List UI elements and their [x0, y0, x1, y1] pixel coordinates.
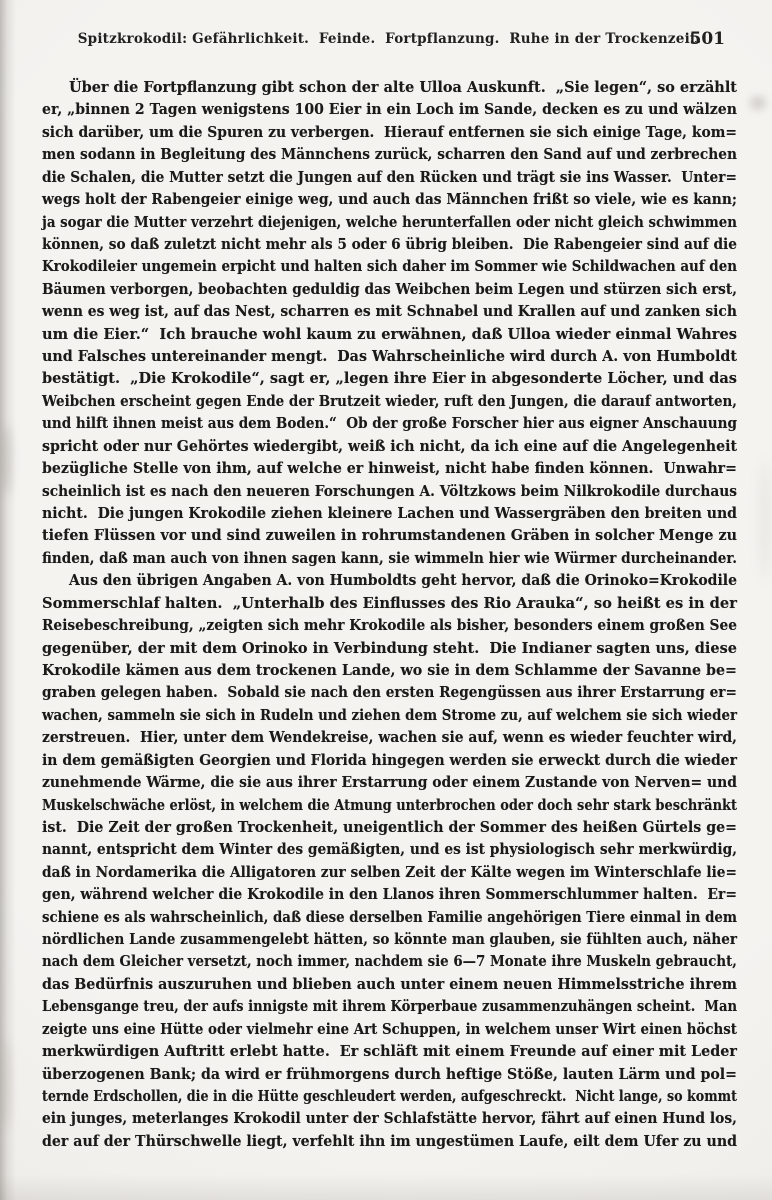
text-line: können, so daß zuletzt nicht mehr als 5 oder 6 übrig bleiben. Die Rabengeier sind auf die: [42, 234, 737, 253]
text-line: scheinlich ist es nach den neueren Forschungen A. Völtzkows beim Nilkrokodile durchaus: [42, 481, 738, 500]
text-line: ternde Erdschollen, die in die Hütte geschleudert werden, aufgeschreckt. Nicht lange, so kommt: [42, 1086, 737, 1105]
text-line: zunehmende Wärme, die sie aus ihrer Erstarrung oder einem Zustande von Nerven= und: [42, 773, 738, 792]
paragraph: [42, 569, 737, 1152]
text-line: ja sogar die Mutter verzehrt diejenigen, welche herunterfallen oder nicht gleich schwimmen: [42, 212, 738, 231]
text-line: gen, während welcher die Krokodile in den Llanos ihren Sommerschlummer halten. Er=: [42, 885, 738, 904]
text-line: merkwürdigen Auftritt erlebt hatte. Er schläft mit einem Freunde auf einer mit Leder: [42, 1042, 737, 1061]
text-line: das Bedürfnis auszuruhen und blieben auch unter einem neuen Himmelsstriche ihrem: [42, 974, 738, 993]
text-line: um die Eier.“ Ich brauche wohl kaum zu erwähnen, daß Ulloa wieder einmal Wahres: [42, 324, 737, 343]
running-header: Spitzkrokodil: Gefährlichkeit. Feinde. Fortpflanzung. Ruhe in der Trockenzeit.: [77, 31, 702, 47]
text-line: schiene es als wahrscheinlich, daß diese derselben Familie angehörigen Tiere einmal in dem: [42, 907, 738, 926]
text-line: spricht oder nur Gehörtes wiedergibt, weiß ich nicht, da ich eine auf die Angelegenheit: [42, 436, 738, 455]
text-line: bezügliche Stelle von ihm, auf welche er hinweist, nicht habe finden können. Unwahr=: [42, 459, 738, 478]
text-line: Aus den übrigen Angaben A. von Humboldts geht hervor, daß die Orinoko=Krokodile: [69, 571, 737, 590]
text-line: er, „binnen 2 Tagen wenigstens 100 Eier in ein Loch im Sande, decken es zu und wälzen: [42, 100, 737, 119]
text-line: men sodann in Begleitung des Männchens zurück, scharren den Sand auf und zerbrechen: [42, 145, 738, 164]
text-line: sich darüber, um die Spuren zu verbergen. Hierauf entfernen sie sich einige Tage, kom=: [42, 122, 738, 141]
text-line: nannt, entspricht dem Winter des gemäßigten, und es ist physiologisch sehr merkwürdig,: [42, 840, 738, 859]
scan-artifact: [761, 460, 769, 580]
text-line: ein junges, meterlanges Krokodil unter der Schlafstätte hervor, fährt auf einen Hund los,: [42, 1109, 737, 1128]
text-line: Bäumen verborgen, beobachten geduldig das Weibchen beim Legen und stürzen sich erst,: [42, 279, 737, 298]
text-line: zeigte uns eine Hütte oder vielmehr eine Art Schuppen, in welchem unser Wirt einen höchst: [42, 1019, 737, 1038]
text-line: nördlichen Lande zusammengelebt hätten, so könnte man glauben, sie fühlten auch, näher: [42, 930, 737, 949]
text-line: tiefen Flüssen vor und sind zuweilen in rohrumstandenen Gräben in solcher Menge zu: [42, 526, 737, 545]
text-line: überzogenen Bank; da wird er frühmorgens durch heftige Stöße, lauten Lärm und pol=: [42, 1064, 738, 1083]
scan-artifact: [3, 1040, 10, 1130]
text-line: nach dem Gleicher versetzt, noch immer, nachdem sie 6—7 Monate ihre Muskeln gebraucht,: [42, 952, 737, 971]
text-line: nicht. Die jungen Krokodile ziehen kleinere Lachen und Wassergräben den breiten und: [42, 504, 738, 523]
text-line: daß in Nordamerika die Alligatoren zur selben Zeit der Kälte wegen im Winterschlafe lie=: [42, 862, 737, 881]
text-line: wenn es weg ist, auf das Nest, scharren es mit Schnabel und Krallen auf und zanken sich: [42, 302, 737, 321]
text-line: die Schalen, die Mutter setzt die Jungen auf den Rücken und trägt sie ins Wasser. Unter=: [42, 167, 737, 186]
paragraph: [42, 76, 737, 569]
text-line: der auf der Thürschwelle liegt, verfehlt ihn im ungestümen Laufe, eilt dem Ufer zu und: [42, 1131, 738, 1150]
text-line: zerstreuen. Hier, unter dem Wendekreise, wachen sie auf, wenn es wieder feuchter wird,: [42, 728, 738, 747]
text-line: wachen, sammeln sie sich in Rudeln und ziehen dem Strome zu, auf welchem sie sich wieder: [42, 705, 738, 724]
text-line: Krokodileier ungemein erpicht und halten sich daher im Sommer wie Schildwachen auf den: [42, 257, 738, 276]
text-line: finden, daß man auch von ihnen sagen kann, sie wimmeln hier wie Würmer durcheinander.: [42, 548, 738, 567]
text-line: gegenüber, der mit dem Orinoko in Verbindung steht. Die Indianer sagten uns, diese: [42, 638, 737, 657]
scan-artifact: [2, 425, 11, 495]
text-line: wegs holt der Rabengeier einige weg, und auch das Männchen frißt so viele, wie es kann;: [42, 190, 738, 209]
text-line: in dem gemäßigten Georgien und Florida hingegen werden sie erweckt durch die wieder: [42, 750, 737, 769]
text-body: [42, 76, 737, 1152]
text-line: und hilft ihnen meist aus dem Boden.“ Ob der große Forscher hier aus eigner Anschauung: [42, 414, 737, 433]
text-line: Weibchen erscheint gegen Ende der Brutzeit wieder, ruft den Jungen, die darauf antworten,: [42, 391, 738, 410]
text-line: Über die Fortpflanzung gibt schon der alte Ulloa Auskunft. „Sie legen“, so erzählt: [69, 78, 737, 96]
text-line: und Falsches untereinander mengt. Das Wahrscheinliche wird durch A. von Humboldt: [42, 347, 737, 366]
scan-edge-shadow: [0, 0, 16, 1200]
text-line: Sommerschlaf halten. „Unterhalb des Einflusses des Rio Arauka“, so heißt es in der: [42, 593, 738, 612]
text-line: Krokodile kämen aus dem trockenen Lande, wo sie in dem Schlamme der Savanne be=: [42, 660, 737, 679]
scan-artifact: [750, 96, 766, 110]
text-line: bestätigt. „Die Krokodile“, sagt er, „legen ihre Eier in abgesonderte Löcher, und das: [42, 369, 737, 388]
text-line: Muskelschwäche erlöst, in welchem die Atmung unterbrochen oder doch sehr stark beschränkt: [42, 795, 737, 814]
text-line: ist. Die Zeit der großen Trockenheit, uneigentlich der Sommer des heißen Gürtels ge=: [42, 817, 738, 836]
page-number: 501: [689, 29, 725, 49]
text-line: graben gelegen haben. Sobald sie nach den ersten Regengüssen aus ihrer Erstarrung er=: [42, 683, 738, 702]
text-line: Lebensgange treu, der aufs innigste mit ihrem Körperbaue zusammenzuhängen scheint. Man: [42, 997, 738, 1016]
text-line: Reisebeschreibung, „zeigten sich mehr Krokodile als bisher, besonders einem großen See: [42, 616, 738, 635]
scan-edge-shadow: [0, 1174, 772, 1200]
